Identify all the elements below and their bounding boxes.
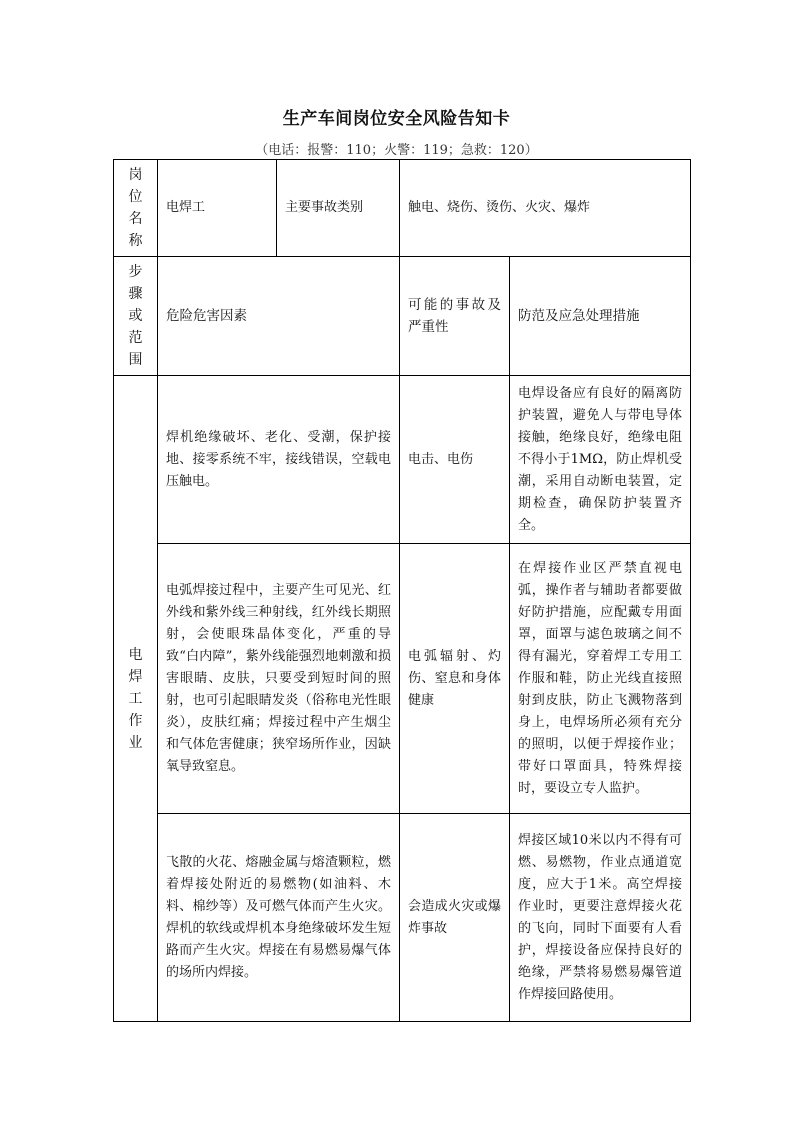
table-row <box>114 814 691 1022</box>
consequence-cell: 电击、电伤 <box>400 376 510 544</box>
consequence-cell: 会造成火灾或爆炸事故 <box>400 814 510 1022</box>
accident-types: 触电、烧伤、烫伤、火灾、爆炸 <box>400 160 691 257</box>
page-title: 生产车间岗位安全风险告知卡 <box>282 109 511 129</box>
header-row-position <box>114 160 691 257</box>
table-row <box>114 544 691 814</box>
measures-cell: 焊接区域10米以内不得有可燃、易燃物，作业点通道宽度，应大于1米。高空焊接作业时，更要注意焊接火花的飞向，同时下面要有人看护，焊接设备应保持良好的绝缘，严禁将易燃易爆管道作焊接回路使用。 <box>510 814 691 1022</box>
header-row-columns <box>114 257 691 376</box>
step-label: 步骤或范围 <box>114 257 158 376</box>
hazard-cell: 焊机绝缘破坏、老化、受潮，保护接地、接零系统不牢，接线错误，空载电压触电。 <box>158 376 400 544</box>
emergency-phone-line: （电话：报警：110；火警：119；急救：120） <box>255 143 538 158</box>
hazard-cell: 飞散的火花、熔融金属与熔渣颗粒，燃着焊接处附近的易燃物(如油料、木料、棉纱等）及可燃气体而产生火灾。焊机的软线或焊机本身绝缘破坏发生短路而产生火灾。焊接在有易燃易爆气体的场所内焊接。 <box>158 814 400 1022</box>
table-row <box>114 376 691 544</box>
consequence-cell: 电弧辐射、灼伤、窒息和身体健康 <box>400 544 510 814</box>
consequence-column-header: 可能的事故及严重性 <box>400 257 510 376</box>
risk-card-table <box>113 159 691 1022</box>
section-label: 电焊工作业 <box>114 376 158 1022</box>
measures-cell: 在焊接作业区严禁直视电弧，操作者与辅助者都要做好防护措施，应配戴专用面罩，面罩与滤色玻璃之间不得有漏光，穿着焊工专用工作服和鞋，防止光线直接照射到皮肤，防止飞溅物落到身上，电焊场所必须有充分的照明，以便于焊接作业；带好口罩面具，特殊焊接时，要设立专人监护。 <box>510 544 691 814</box>
position-label: 岗位名称 <box>114 160 158 257</box>
accident-type-label: 主要事故类别 <box>277 160 400 257</box>
measures-column-header: 防范及应急处理措施 <box>510 257 691 376</box>
position-value: 电焊工 <box>158 160 277 257</box>
hazard-column-header: 危险危害因素 <box>158 257 400 376</box>
hazard-cell: 电弧焊接过程中，主要产生可见光、红外线和紫外线三种射线，红外线长期照射，会使眼珠晶体变化，严重的导致“白内障”，紫外线能强烈地刺激和损害眼睛、皮肤，只要受到短时间的照射，也可引起眼睛发炎（俗称电光性眼炎），皮肤红痛；焊接过程中产生烟尘和气体危害健康；狭窄场所作业，因缺氧导致窒息。 <box>158 544 400 814</box>
measures-cell: 电焊设备应有良好的隔离防护装置，避免人与带电导体接触，绝缘良好，绝缘电阻不得小于1MΩ，防止焊机受潮，采用自动断电装置，定期检查，确保防护装置齐全。 <box>510 376 691 544</box>
